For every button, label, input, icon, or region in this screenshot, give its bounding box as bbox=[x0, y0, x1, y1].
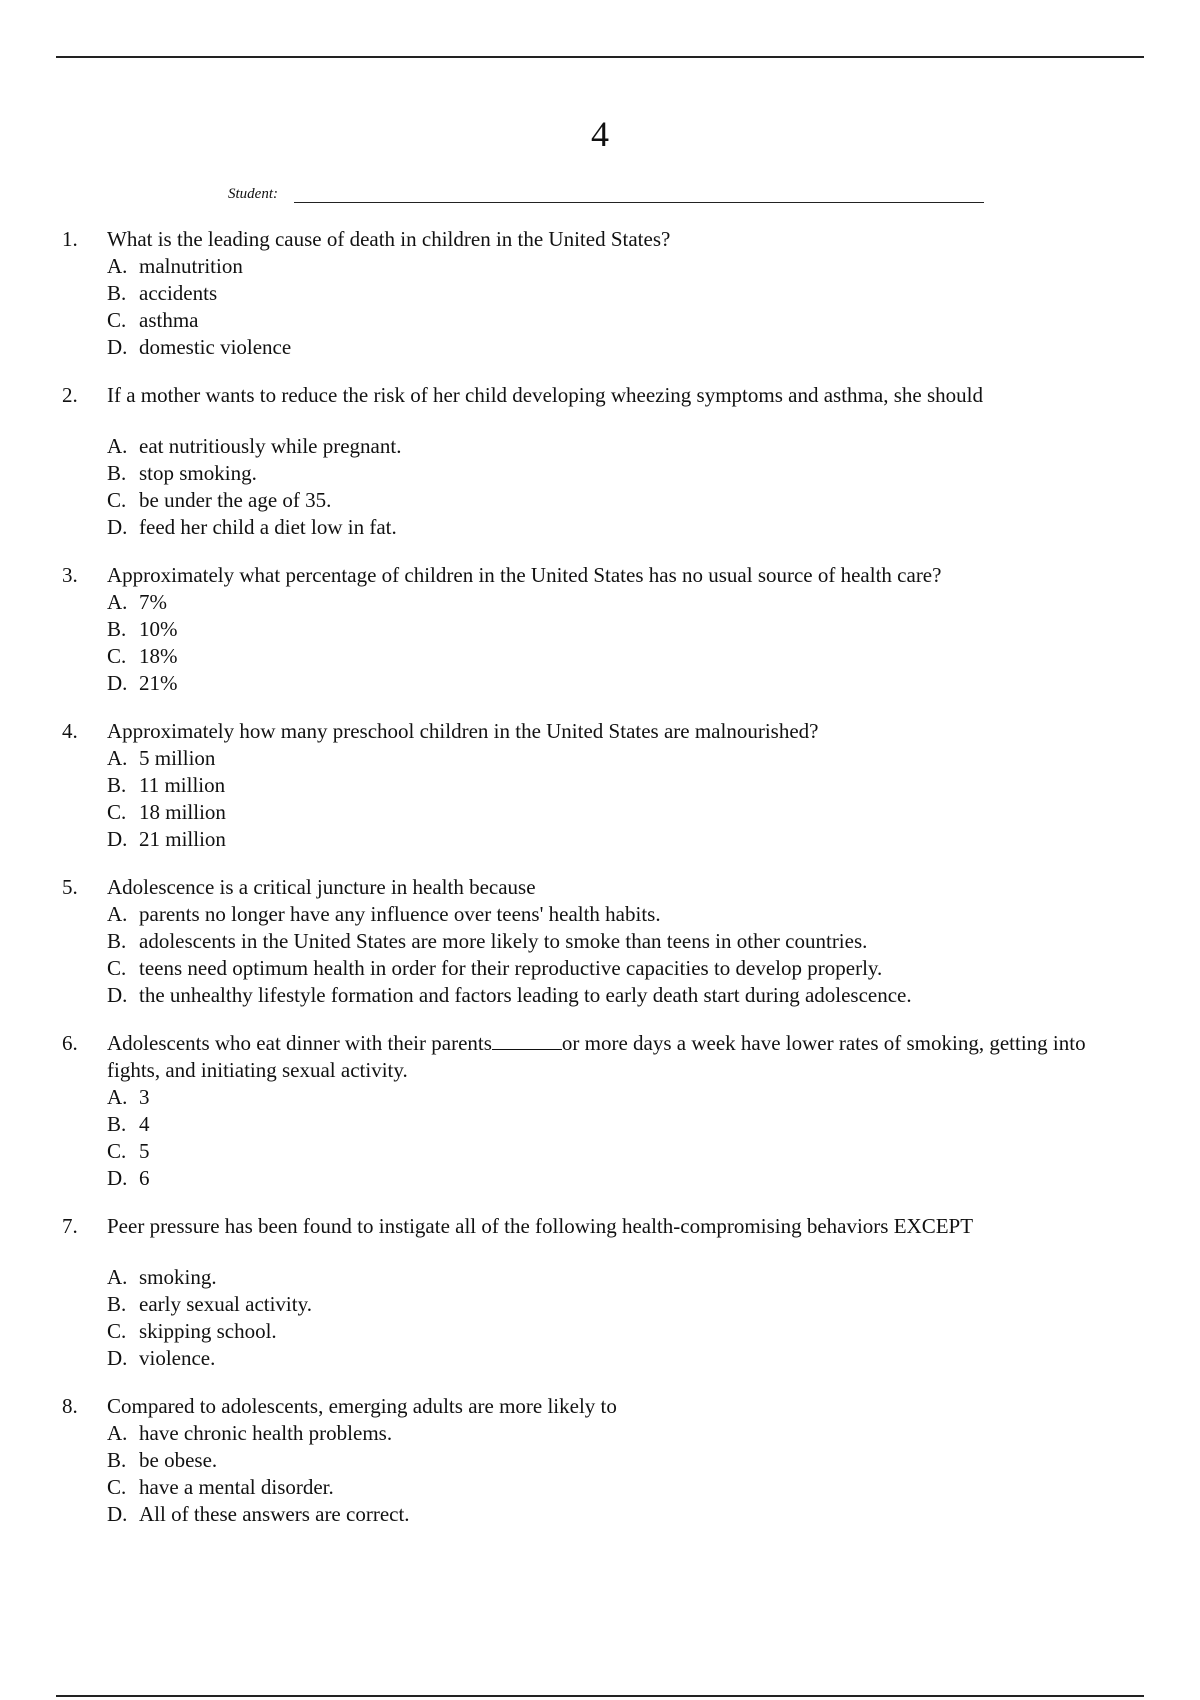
option-text: 11 million bbox=[139, 773, 226, 797]
option-b bbox=[107, 928, 1200, 955]
option-text: early sexual activity. bbox=[139, 1292, 312, 1316]
question-number: 1. bbox=[62, 227, 78, 251]
option-a bbox=[107, 1264, 1200, 1291]
option-text: skipping school. bbox=[139, 1319, 277, 1343]
option-text: asthma bbox=[139, 308, 199, 332]
question-6 bbox=[0, 1030, 1200, 1192]
option-list bbox=[107, 901, 1200, 1009]
option-a bbox=[107, 1084, 1200, 1111]
option-letter: C. bbox=[107, 644, 127, 668]
option-letter: D. bbox=[107, 1502, 128, 1526]
question-4 bbox=[0, 718, 1200, 853]
student-label: Student: bbox=[228, 186, 278, 202]
option-text: 21 million bbox=[139, 827, 226, 851]
option-text: parents no longer have any influence over teens' health habits. bbox=[139, 902, 661, 926]
option-letter: B. bbox=[107, 1112, 127, 1136]
option-letter: D. bbox=[107, 515, 128, 539]
option-b bbox=[107, 280, 1200, 307]
option-letter: D. bbox=[107, 1346, 128, 1370]
option-letter: D. bbox=[107, 983, 128, 1007]
question-stem: Approximately what percentage of children in the United States has no usual source of health care? bbox=[107, 563, 942, 587]
question-number: 2. bbox=[62, 383, 78, 407]
fill-in-blank bbox=[492, 1030, 562, 1050]
option-d bbox=[107, 670, 1200, 697]
option-letter: D. bbox=[107, 1166, 128, 1190]
option-text: 3 bbox=[139, 1085, 150, 1109]
option-text: violence. bbox=[139, 1346, 216, 1370]
option-d bbox=[107, 1345, 1200, 1372]
question-stem: Approximately how many preschool children in the United States are malnourished? bbox=[107, 719, 819, 743]
option-text: 5 million bbox=[139, 746, 216, 770]
option-letter: B. bbox=[107, 1292, 127, 1316]
option-d bbox=[107, 982, 1200, 1009]
option-letter: A. bbox=[107, 1085, 128, 1109]
question-stem bbox=[107, 1030, 1127, 1084]
option-b bbox=[107, 1291, 1200, 1318]
bottom-rule bbox=[56, 1695, 1144, 1697]
option-text: 18 million bbox=[139, 800, 226, 824]
option-letter: B. bbox=[107, 1448, 127, 1472]
option-text: 6 bbox=[139, 1166, 150, 1190]
option-text: stop smoking. bbox=[139, 461, 257, 485]
question-stem-before: Adolescents who eat dinner with their parents bbox=[107, 1031, 492, 1055]
option-letter: D. bbox=[107, 827, 128, 851]
question-stem: Adolescence is a critical juncture in health because bbox=[107, 875, 536, 899]
option-letter: B. bbox=[107, 281, 127, 305]
option-letter: C. bbox=[107, 1139, 127, 1163]
option-list bbox=[107, 253, 1200, 361]
option-letter: D. bbox=[107, 335, 128, 359]
option-b bbox=[107, 772, 1200, 799]
option-letter: D. bbox=[107, 671, 128, 695]
option-a bbox=[107, 433, 1200, 460]
question-7 bbox=[0, 1213, 1200, 1372]
question-stem: Compared to adolescents, emerging adults are more likely to bbox=[107, 1394, 617, 1418]
option-letter: A. bbox=[107, 434, 128, 458]
question-stem-after: or more days a week have lower rates of smoking, getting into fights, and initiating sexual activity. bbox=[107, 1031, 1086, 1082]
option-text: domestic violence bbox=[139, 335, 292, 359]
question-stem: Peer pressure has been found to instigate all of the following health-compromising behaviors EXCEPT bbox=[107, 1214, 974, 1238]
option-text: 18% bbox=[139, 644, 178, 668]
option-d bbox=[107, 1501, 1200, 1528]
question-number: 8. bbox=[62, 1394, 78, 1418]
option-d bbox=[107, 1165, 1200, 1192]
option-text: All of these answers are correct. bbox=[139, 1502, 410, 1526]
option-list bbox=[107, 589, 1200, 697]
page-number: 4 bbox=[591, 114, 609, 154]
question-list bbox=[0, 226, 1200, 1528]
option-letter: A. bbox=[107, 1421, 128, 1445]
option-letter: C. bbox=[107, 488, 127, 512]
question-2 bbox=[0, 382, 1200, 541]
option-text: eat nutritiously while pregnant. bbox=[139, 434, 402, 458]
question-stem: What is the leading cause of death in children in the United States? bbox=[107, 227, 671, 251]
option-c bbox=[107, 799, 1200, 826]
question-8 bbox=[0, 1393, 1200, 1528]
option-text: malnutrition bbox=[139, 254, 243, 278]
option-text: be under the age of 35. bbox=[139, 488, 332, 512]
option-c bbox=[107, 307, 1200, 334]
option-b bbox=[107, 1447, 1200, 1474]
option-letter: C. bbox=[107, 956, 127, 980]
option-letter: B. bbox=[107, 461, 127, 485]
top-rule bbox=[56, 56, 1144, 58]
option-a bbox=[107, 253, 1200, 280]
option-text: 7% bbox=[139, 590, 167, 614]
option-letter: B. bbox=[107, 929, 127, 953]
question-3 bbox=[0, 562, 1200, 697]
option-text: teens need optimum health in order for their reproductive capacities to develop properly. bbox=[139, 956, 883, 980]
option-b bbox=[107, 616, 1200, 643]
option-a bbox=[107, 745, 1200, 772]
option-text: be obese. bbox=[139, 1448, 218, 1472]
student-name-line bbox=[294, 202, 984, 203]
option-text: 4 bbox=[139, 1112, 150, 1136]
option-letter: A. bbox=[107, 746, 128, 770]
option-c bbox=[107, 1474, 1200, 1501]
option-text: have chronic health problems. bbox=[139, 1421, 393, 1445]
option-text: smoking. bbox=[139, 1265, 217, 1289]
option-letter: A. bbox=[107, 590, 128, 614]
option-a bbox=[107, 589, 1200, 616]
option-list bbox=[107, 745, 1200, 853]
question-1 bbox=[0, 226, 1200, 361]
option-c bbox=[107, 643, 1200, 670]
option-a bbox=[107, 1420, 1200, 1447]
option-d bbox=[107, 514, 1200, 541]
option-b bbox=[107, 1111, 1200, 1138]
option-c bbox=[107, 1318, 1200, 1345]
option-letter: B. bbox=[107, 773, 127, 797]
option-letter: C. bbox=[107, 800, 127, 824]
option-letter: A. bbox=[107, 902, 128, 926]
option-text: 5 bbox=[139, 1139, 150, 1163]
option-letter: C. bbox=[107, 308, 127, 332]
option-letter: A. bbox=[107, 1265, 128, 1289]
option-a bbox=[107, 901, 1200, 928]
option-text: feed her child a diet low in fat. bbox=[139, 515, 397, 539]
option-letter: C. bbox=[107, 1475, 127, 1499]
option-letter: A. bbox=[107, 254, 128, 278]
question-stem: If a mother wants to reduce the risk of her child developing wheezing symptoms and asthma, she should bbox=[107, 383, 983, 407]
question-number: 3. bbox=[62, 563, 78, 587]
option-list bbox=[107, 433, 1200, 541]
option-c bbox=[107, 487, 1200, 514]
option-text: the unhealthy lifestyle formation and factors leading to early death start during adolescence. bbox=[139, 983, 912, 1007]
option-list bbox=[107, 1420, 1200, 1528]
option-c bbox=[107, 955, 1200, 982]
option-b bbox=[107, 460, 1200, 487]
option-text: accidents bbox=[139, 281, 218, 305]
option-d bbox=[107, 334, 1200, 361]
option-text: 10% bbox=[139, 617, 178, 641]
question-number: 7. bbox=[62, 1214, 78, 1238]
question-number: 6. bbox=[62, 1031, 78, 1055]
question-5 bbox=[0, 874, 1200, 1009]
question-number: 4. bbox=[62, 719, 78, 743]
option-list bbox=[107, 1264, 1200, 1372]
option-text: have a mental disorder. bbox=[139, 1475, 334, 1499]
option-letter: C. bbox=[107, 1319, 127, 1343]
option-text: adolescents in the United States are more likely to smoke than teens in other countries. bbox=[139, 929, 868, 953]
option-d bbox=[107, 826, 1200, 853]
option-letter: B. bbox=[107, 617, 127, 641]
option-c bbox=[107, 1138, 1200, 1165]
question-number: 5. bbox=[62, 875, 78, 899]
option-list bbox=[107, 1084, 1200, 1192]
option-text: 21% bbox=[139, 671, 178, 695]
